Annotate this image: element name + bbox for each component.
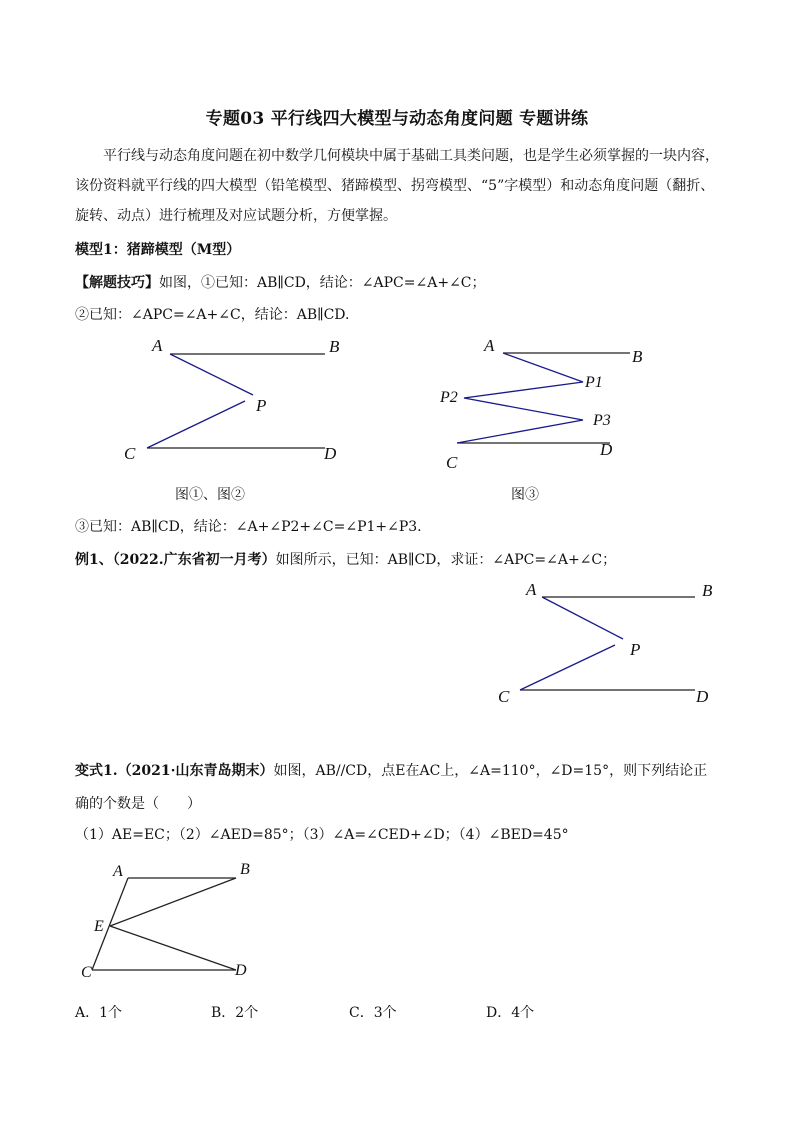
label-a: A [152,336,163,355]
figure-3 [440,335,670,475]
label-c: C [124,444,136,463]
label-p: P [630,640,641,659]
figure-example1 [490,575,730,710]
label-p3: P3 [593,412,611,429]
label-b: B [702,581,713,600]
page-title: 专题03 平行线四大模型与动态角度问题 专题讲练 [205,109,589,129]
example1 [75,549,616,569]
label-a: A [526,580,537,599]
variant1-line-2: 确的个数是（ ） [75,796,201,812]
label-c: C [446,453,458,472]
variant1-line-1 [75,760,707,780]
option-b[interactable]: B．2个 [211,1005,259,1021]
tip-line-3: ③已知：AB∥CD，结论：∠A+∠P2+∠C=∠P1+∠P3. [75,519,422,535]
label-p1: P1 [585,374,603,391]
label-d: D [696,687,709,706]
tip-line-1 [75,272,486,292]
fig12-caption: 图①、图② [175,487,245,503]
variant1-label: 变式1.（2021·山东青岛期末） [75,763,274,779]
label-a: A [484,336,495,355]
label-d: D [600,440,613,459]
fig3-caption: 图③ [511,487,539,503]
label-c: C [498,687,510,706]
example1-text: 如图所示，已知：AB∥CD，求证：∠APC=∠A+∠C； [275,552,617,568]
tip-text: 如图，①已知：AB∥CD，结论：∠APC=∠A+∠C； [159,275,486,291]
example1-label: 例1、（2022.广东省初一月考） [75,552,276,568]
label-e: E [94,918,104,935]
variant1-text1: 如图，AB//CD，点E在AC上，∠A=110°，∠D=15°，则下列结论正 [273,763,708,779]
label-a: A [113,863,123,880]
figure-variant1 [78,858,278,983]
label-b: B [240,861,250,878]
option-c[interactable]: C．3个 [349,1005,397,1021]
tip-label: 【解题技巧】 [75,275,159,291]
variant1-conditions: （1）AE=EC；（2）∠AED=85°；（3）∠A=∠CED+∠D；（4）∠BED=45° [75,827,569,843]
label-p: P [256,396,267,415]
figure-apc [120,335,360,470]
label-d: D [235,962,247,979]
label-p2: P2 [440,389,458,406]
label-b: B [632,347,643,366]
tip-line-2: ②已知：∠APC=∠A+∠C，结论：AB∥CD. [75,307,350,323]
intro-paragraph: 平行线与动态角度问题在初中数学几何模块中属于基础工具类问题，也是学生必须掌握的一块内容，该份资料就平行线的四大模型（铅笔模型、猪蹄模型、拐弯模型、“5”字模型）和动态角度问题（翻折、旋转、动点）进行梳理及对应试题分析，方便掌握。 [75,148,719,224]
model1-heading: 模型1：猪蹄模型（M型） [75,242,241,258]
label-b: B [329,337,340,356]
option-a[interactable]: A．1个 [75,1005,123,1021]
label-d: D [324,444,337,463]
label-c: C [81,964,92,981]
option-d[interactable]: D．4个 [486,1005,535,1021]
